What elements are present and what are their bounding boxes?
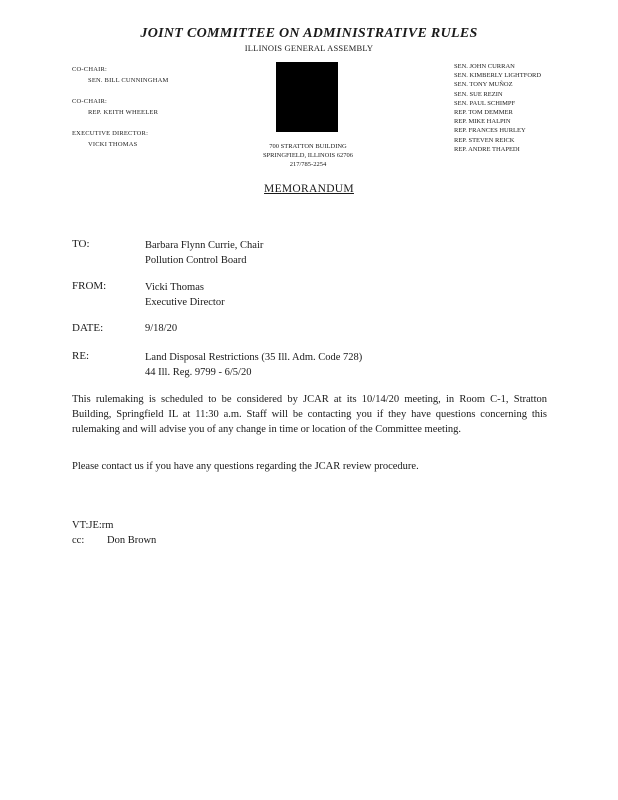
address-line-2: SPRINGFIELD, ILLINOIS 62706 [262,152,354,159]
co-chair-name-2: REP. KEITH WHEELER [88,109,159,116]
member-name: SEN. PAUL SCHIMPF [454,99,516,107]
member-name: REP. STEVEN REICK [454,136,515,144]
co-chair-name-1: SEN. BILL CUNNINGHAM [88,77,169,84]
memo-body-paragraph-1: This rulemaking is scheduled to be considered by JCAR at its 10/14/20 meeting, in Room C-1, Stratton Building, Springfield IL at 11:30 a.m. Staff will be contacting you if they have questions concerning this rulemaking and will advise you of any change in time or location of the Committee meeting. [72,394,547,435]
member-name: SEN. SUE REZIN [454,90,503,98]
member-name: SEN. KIMBERLY LIGHTFORD [454,72,542,80]
date-value: 9/18/20 [145,323,178,334]
re-line-1: Land Disposal Restrictions (35 Ill. Adm. Code 728) [145,352,363,363]
redacted-seal [276,62,338,132]
memo-body-paragraph-2: Please contact us if you have any questions regarding the JCAR review procedure. [72,461,419,472]
reference-initials: VT:JE:rm [72,520,114,531]
address-line-3: 217/785-2254 [289,161,327,168]
to-label: TO: [72,238,90,250]
member-name: REP. TOM DEMMER [454,109,513,117]
to-recipient [145,238,263,268]
from-line-1: Vicki Thomas [145,282,204,293]
member-name: REP. FRANCES HURLEY [454,127,526,135]
re-line-2: 44 Ill. Reg. 9799 - 6/5/20 [145,367,252,378]
member-name: REP. MIKE HALPIN [454,118,511,126]
member-roster [454,62,541,154]
cc-label: cc: [72,535,85,546]
to-line-1: Barbara Flynn Currie, Chair [145,240,264,251]
committee-title: JOINT COMMITTEE ON ADMINISTRATIVE RULES [140,26,478,41]
re-subject [145,350,362,380]
co-chair-label-1: CO-CHAIR: [72,66,108,73]
office-address [243,142,373,169]
re-label: RE: [72,350,90,362]
co-chair-label-2: CO-CHAIR: [72,98,108,105]
member-name: SEN. TONY MUÑOZ [454,81,513,89]
member-name: REP. ANDRE THAPEDI [454,145,520,153]
from-line-2: Executive Director [145,297,225,308]
from-label: FROM: [72,280,107,292]
from-sender [145,280,225,310]
executive-director-label: EXECUTIVE DIRECTOR: [72,130,149,137]
assembly-subtitle: ILLINOIS GENERAL ASSEMBLY [244,43,374,53]
date-label: DATE: [72,322,104,334]
memorandum-heading: MEMORANDUM [264,183,354,195]
executive-director-name: VICKI THOMAS [88,141,138,148]
address-line-1: 700 STRATTON BUILDING [269,143,347,150]
cc-recipient: Don Brown [107,535,157,546]
to-line-2: Pollution Control Board [145,255,247,266]
member-name: SEN. JOHN CURRAN [454,63,515,70]
